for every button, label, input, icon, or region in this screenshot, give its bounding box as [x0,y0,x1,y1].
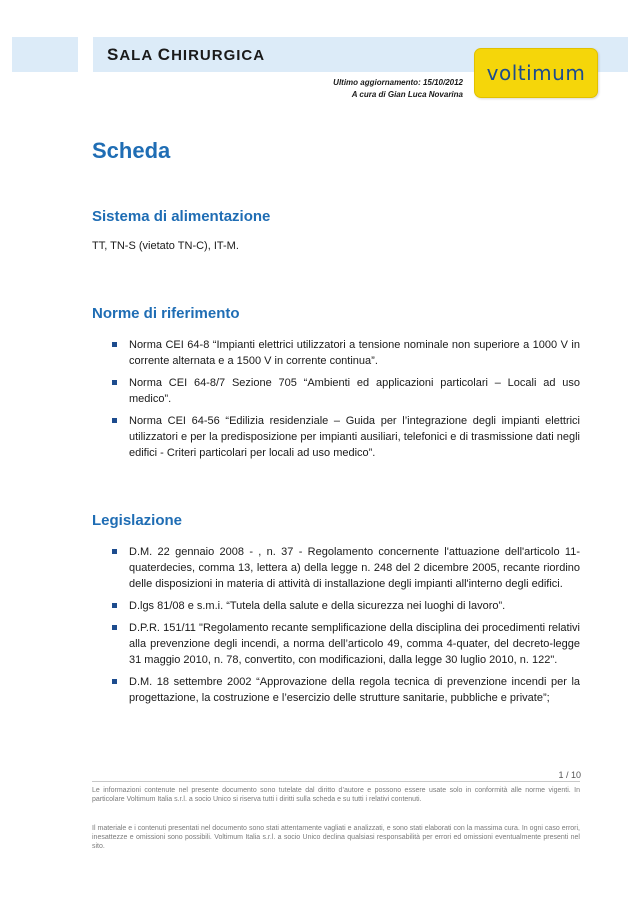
list-item [110,413,580,461]
bullet-icon [112,418,117,423]
header-band-left [12,37,78,72]
title-rest-2: HIRURGICA [171,47,266,64]
voltimum-logo [474,48,598,98]
bullet-icon [112,625,117,630]
list-item [110,544,580,592]
logo-text: voltimum [486,61,586,85]
title-cap-2: C [157,45,172,64]
list-item-text: Norma CEI 64-8/7 Sezione 705 “Ambienti ed applicazioni particolari – Locali ad uso medico”. [129,377,580,405]
section-heading-norme: Norme di riferimento [92,305,240,322]
bullet-icon [112,679,117,684]
list-item-text: Norma CEI 64-56 “Edilizia residenziale – Guida per l’integrazione degli impianti elettrici utilizzatori e per la predisposizione per impianti ausiliari, telefonici e di trasmissione dati negli edifici - Criteri particolari per locali ad uso medico”. [129,415,580,459]
footer-divider [92,781,580,782]
list-item-text: D.M. 18 settembre 2002 “Approvazione della regola tecnica di prevenzione incendi per la progettazione, la costruzione e l’esercizio delle strutture sanitarie, pubbliche e private”; [129,676,580,704]
norme-list [110,337,580,467]
bullet-icon [112,603,117,608]
list-item [110,375,580,407]
author: A cura di Gian Luca Novarina [351,90,463,99]
list-item-text: D.lgs 81/08 e s.m.i. “Tutela della salute e della sicurezza nei luoghi di lavoro”. [129,600,506,612]
section-text-alimentazione: TT, TN-S (vietato TN-C), IT-M. [92,240,239,252]
list-item-text: Norma CEI 64-8 “Impianti elettrici utilizzatori a tensione nominale non superiore a 1000 V in corrente alternata e a 1500 V in corrente continua”. [129,339,580,367]
title-cap-1: S [107,45,120,64]
last-update: Ultimo aggiornamento: 15/10/2012 [333,78,463,87]
footer-copyright: Le informazioni contenute nel presente documento sono tutelate dal diritto d’autore e possono essere usate solo in conformità alle norme vigenti. In particolare Voltimum Italia s.r.l. a socio Unico si riserva tutti i diritti sulla scheda e su tutti i relativi contenuti. [92,787,580,803]
legislazione-list [110,544,580,712]
list-item [110,620,580,668]
list-item-text: D.M. 22 gennaio 2008 - , n. 37 - Regolamento concernente l'attuazione dell'articolo 11-quaterdecies, comma 13, lettera a) della legge n. 248 del 2 dicembre 2005, recante riordino delle disposizioni in materia di attività di installazione degli impianti all'interno degli edifici. [129,546,580,590]
list-item [110,674,580,706]
section-heading-alimentazione: Sistema di alimentazione [92,208,271,225]
title-rest-1: ALA [119,47,158,64]
document-category-title [107,45,265,65]
document-meta [333,77,463,101]
page-number: 1 / 10 [558,770,581,780]
bullet-icon [112,342,117,347]
footer-disclaimer: Il materiale e i contenuti presentati nel documento sono stati attentamente vagliati e analizzati, e sono stati elaborati con la massima cura. In ogni caso errori, inesattezze e omissioni sono possibili. Voltimum Italia s.r.l. a socio Unico declina qualsiasi responsabilità per errori ed omissioni eventualmente presenti nel sito. [92,825,580,850]
bullet-icon [112,549,117,554]
page-title: Scheda [92,138,171,163]
bullet-icon [112,380,117,385]
list-item [110,337,580,369]
section-heading-legislazione: Legislazione [92,512,183,529]
list-item-text: D.P.R. 151/11 "Regolamento recante semplificazione della disciplina dei procedimenti relativi alla prevenzione degli incendi, a norma dell’articolo 49, comma 4-quater, del decreto-legge 31 maggio 2010, n. 78, convertito, con modificazioni, dalla legge 30 luglio 2010, n. 122". [129,622,580,666]
list-item [110,598,580,614]
